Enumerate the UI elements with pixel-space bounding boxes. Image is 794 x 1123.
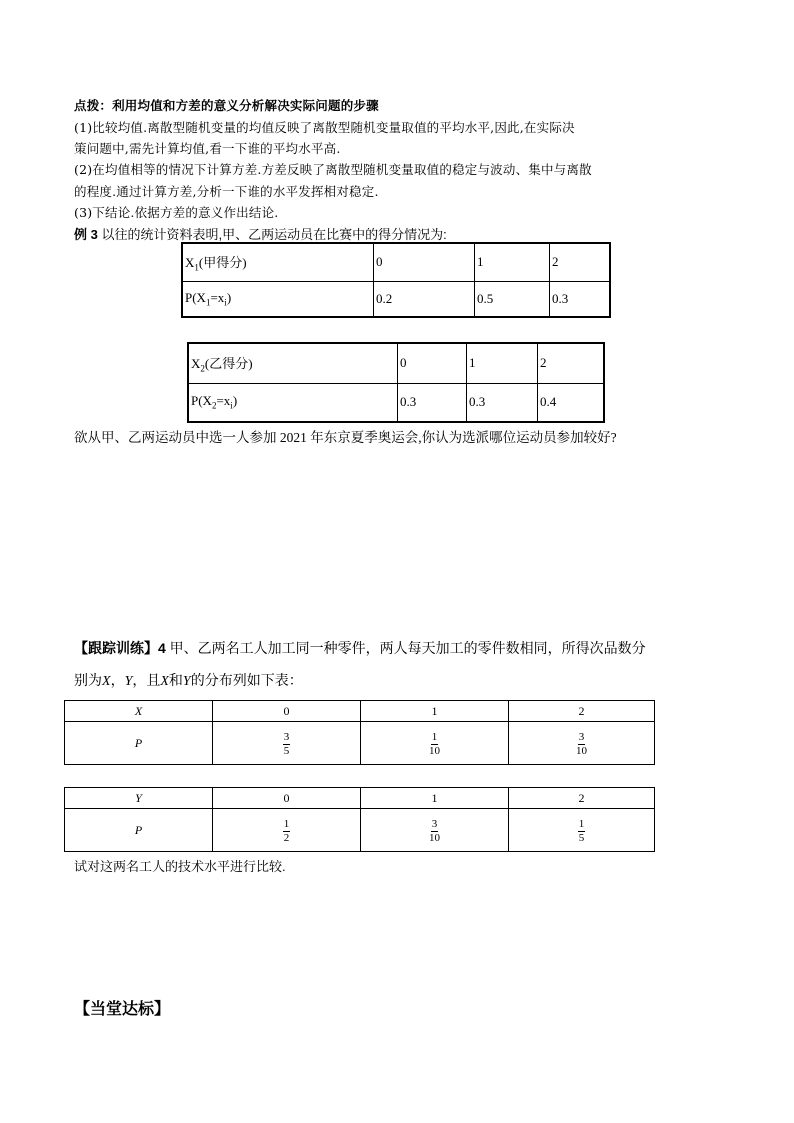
table-cell: 0.2 xyxy=(374,281,475,317)
tip-step3: (3)下结论.依据方差的意义作出结论. xyxy=(74,205,279,220)
table-header-cell: P xyxy=(65,722,213,765)
table-cell: 0.4 xyxy=(538,383,605,422)
table-cell: 0 xyxy=(213,788,361,809)
practice4-line1 xyxy=(74,638,646,658)
table-cell xyxy=(213,722,361,765)
fraction: $\frac{1}{10}$ xyxy=(429,731,440,757)
table-cell xyxy=(509,809,655,852)
fraction: $\frac{1}{5}$ xyxy=(578,818,585,844)
practice4-text: 甲、乙两名工人加工同一种零件，两人每天加工的零件数相同，所得次品数分 xyxy=(165,640,646,656)
distribution-table-x xyxy=(64,700,655,765)
table-cell: 0.3 xyxy=(550,281,611,317)
tip-title: 点拨：利用均值和方差的意义分析解决实际问题的步骤 xyxy=(74,98,379,113)
table-cell: 2 xyxy=(509,788,655,809)
table-cell: 1 xyxy=(361,701,509,722)
practice4-line2: 别为X，Y，且X和Y的分布列如下表： xyxy=(74,672,303,689)
table-cell: 2 xyxy=(550,243,611,281)
table-cell: 0.3 xyxy=(467,383,538,422)
practice4-ask: 试对这两名工人的技术水平进行比较. xyxy=(74,859,286,874)
table-header-cell: P xyxy=(65,809,213,852)
fraction: $\frac{1}{2}$ xyxy=(283,818,290,844)
fraction: $\frac{3}{10}$ xyxy=(429,818,440,844)
section-title: 【当堂达标】 xyxy=(74,1001,171,1018)
fraction: $\frac{3}{5}$ xyxy=(283,731,290,757)
table-header-cell: Y xyxy=(65,788,213,809)
table-header-cell: $X_1$(甲得分) xyxy=(182,243,374,281)
tip-step1-line2: 策问题中,需先计算均值,看一下谁的平均水平高. xyxy=(74,141,341,156)
table-header-cell: X xyxy=(65,701,213,722)
table-cell xyxy=(361,722,509,765)
table-cell: 0 xyxy=(213,701,361,722)
table-cell: 0 xyxy=(374,243,475,281)
tip-step2-line1: (2)在均值相等的情况下计算方差.方差反映了离散型随机变量取值的稳定与波动、集中与离散 xyxy=(74,162,592,177)
practice4-tag: 【跟踪训练】4 xyxy=(74,640,166,656)
table-cell xyxy=(213,809,361,852)
table-cell xyxy=(361,809,509,852)
distribution-table-y xyxy=(64,787,655,852)
example3-label: 例 3 xyxy=(74,227,98,242)
table-cell: 0 xyxy=(398,343,467,383)
score-table-jia xyxy=(181,242,611,318)
table-cell: 0.3 xyxy=(398,383,467,422)
table-cell xyxy=(509,722,655,765)
table-cell: 2 xyxy=(509,701,655,722)
table-cell: 1 xyxy=(467,343,538,383)
table-header-cell: $P(X_2=x_i)$ xyxy=(188,383,398,422)
table-header-cell: $X_2$(乙得分) xyxy=(188,343,398,383)
example3-intro xyxy=(74,224,447,243)
tip-step1-line1: (1)比较均值.离散型随机变量的均值反映了离散型随机变量取值的平均水平,因此,在实际决 xyxy=(74,120,575,135)
score-table-yi xyxy=(187,342,605,423)
example3-question: 欲从甲、乙两运动员中选一人参加 2021 年东京夏季奥运会,你认为选派哪位运动员参加较好? xyxy=(74,430,617,445)
table-cell: 0.5 xyxy=(475,281,550,317)
table-cell: 1 xyxy=(361,788,509,809)
example3-intro-text: 以往的统计资料表明,甲、乙两运动员在比赛中的得分情况为: xyxy=(101,227,447,242)
fraction: $\frac{3}{10}$ xyxy=(576,731,587,757)
tip-step2-line2: 的程度.通过计算方差,分析一下谁的水平发挥相对稳定. xyxy=(74,184,379,199)
table-cell: 1 xyxy=(475,243,550,281)
table-header-cell: $P(X_1=x_i)$ xyxy=(182,281,374,317)
table-cell: 2 xyxy=(538,343,605,383)
